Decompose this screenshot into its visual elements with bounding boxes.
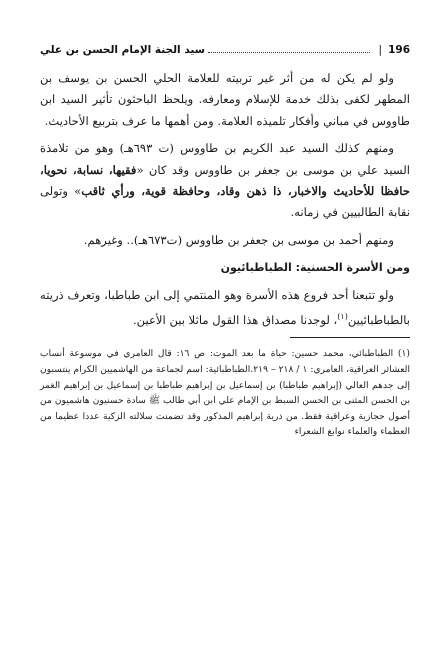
quoted-description: فقيها، نسابة، نحويا، حافظا للأحاديث والاخبار، ذا ذهن وقاد، وحافظة قوية، ورأي ثاقب <box>40 162 411 199</box>
paragraph-4-end: ، لوجدنا مصداق هذا القول ماثلا بين الأعين. <box>133 312 338 327</box>
footnote-separator <box>290 337 410 338</box>
paragraph-3: ومنهم أحمد بن موسى بن جعفر بن طاووس (ت٦٧٣هـ).. وغيرهم. <box>83 232 394 247</box>
running-header <box>40 42 410 58</box>
footnote-text: (١) الطباطبائي، محمد حسين: حياة ما بعد الموت: ص ١٦: قال العامري في موسوعة أنساب العشائر العراقية، العامري: ١ / ٢١٨ – ٢١٩.الطباطبائية: اسم لجماعة من الهاشميين الكرام ينتسبون إلى جدهم العالي (إبراهيم طباطبا) بن إسماعيل بن إبراهيم طباطبا بن إسماعيل بن إبراهيم الغمر بن الحسن المثنى بن الحسن السبط بن الإمام علي ابن أبي طالب ﷺ سادة حسنيون هاشميون من أصول حجازية وعراقية فقط. من ذرية إبراهيم المذكور وقد تضمنت سلالته الزكية عددا عظيما من العظماء والعلماء نوابغ الشعراء <box>40 348 411 438</box>
header-separator: | <box>378 44 383 56</box>
page-number: 196 <box>388 44 410 56</box>
main-text <box>40 68 410 331</box>
book-page <box>40 42 410 440</box>
book-title: سيد الجنة الإمام الحسن بن علي <box>40 44 205 56</box>
section-subheading: ومن الأسرة الحسنية: الطباطبائيون <box>220 261 410 275</box>
footnote <box>40 346 410 440</box>
paragraph-1: ولو لم يكن له من أثر غير تربيته للعلامة الحلي الحسن بن يوسف بن المطهر لكفى بذلك خدمة للإسلام ومعارفه. ويلحظ الباحثون تأثير السيد ابن طاووس في مباني وأفكار تلميذه العلامة. ومن أهمها ما عرف بتربيع الأحاديث. <box>40 71 410 128</box>
paragraph-4-start: ولو تتبعنا أحد فروع هذه الأسرة وهو المنتمي إلى ابن طباطبا، وتعرف ذريته بالطباطبائيين <box>40 287 410 327</box>
paragraph-2-start: ومنهم كذلك السيد عبد الكريم بن طاووس (ت ٦٩٣هـ) وهو من تلامذة السيد علي بن موسى بن جعفر بن طاووس وقد كان « <box>40 141 410 177</box>
paragraph-4 <box>40 285 410 332</box>
paragraph-2 <box>40 138 410 224</box>
footnote-reference[interactable]: (١) <box>337 312 348 322</box>
paragraph-2-end: » وتولى نقابة الطالبيين في زمانه. <box>40 184 410 220</box>
header-leader-dots <box>208 42 370 53</box>
